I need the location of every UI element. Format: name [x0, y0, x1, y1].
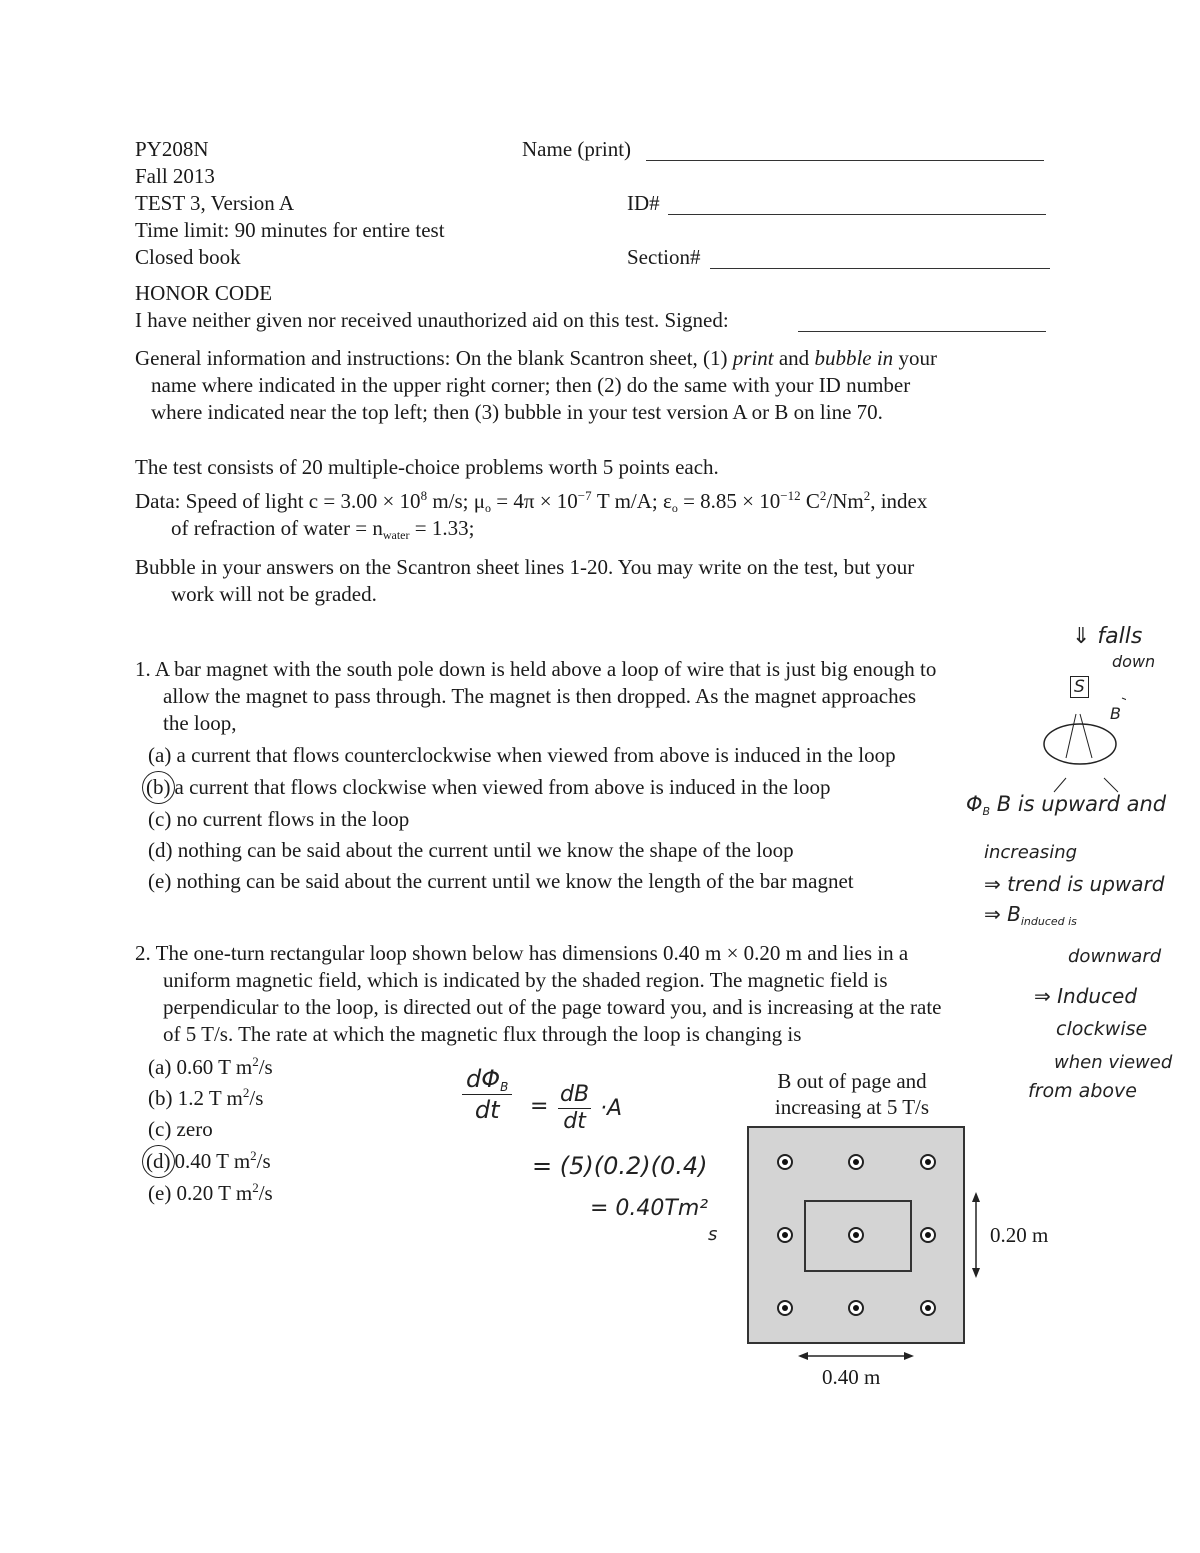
- q2-option-d[interactable]: (d) 0.40 T $m^2/s$: [148, 1145, 448, 1178]
- magnet-sketch-label: S: [1070, 676, 1089, 698]
- handwriting-when-viewed: when viewed: [1054, 1052, 1173, 1073]
- field-out-of-page-icon: [848, 1300, 864, 1316]
- magnetic-field-region: [747, 1126, 965, 1344]
- handwriting-from-above: from above: [1028, 1080, 1137, 1102]
- id-label: ID#: [627, 191, 660, 215]
- calc-times-area: ·A: [600, 1096, 623, 1121]
- q2-option-c[interactable]: (c) zero: [148, 1117, 213, 1141]
- handwriting-trend-upward: ⇒ trend is upward: [984, 872, 1165, 896]
- field-out-of-page-icon: [848, 1154, 864, 1170]
- handwriting-clockwise: clockwise: [1056, 1018, 1148, 1040]
- magnet-loop-sketch-icon: [1036, 686, 1126, 796]
- handwriting-down: down: [1112, 652, 1156, 671]
- q2-option-e[interactable]: (e) 0.20 T $m^2/s$: [148, 1180, 273, 1205]
- q2-option-b[interactable]: (b) 1.2 T $m^2/s$: [148, 1085, 264, 1110]
- field-out-of-page-icon: [777, 1300, 793, 1316]
- handwriting-induced: ⇒ Induced: [1034, 984, 1138, 1008]
- width-dimension-arrow-icon: [796, 1348, 916, 1364]
- q1-stem: 1. A bar magnet with the south pole down is held above a loop of wire that is just big enough to allow the magnet to pass through. The magnet is then dropped. As the magnet approaches the loop,: [135, 657, 937, 735]
- calc-equals: =: [530, 1094, 549, 1119]
- section-label: Section#: [627, 245, 701, 269]
- course-code: PY208N: [135, 137, 209, 161]
- bubble-instructions: Bubble in your answers on the Scantron sheet lines 1-20. You may write on the test, but your work will not be graded.: [135, 555, 915, 606]
- field-out-of-page-icon: [848, 1227, 864, 1243]
- field-out-of-page-icon: [920, 1154, 936, 1170]
- signature-field[interactable]: [798, 331, 1046, 332]
- closed-book: Closed book: [135, 245, 241, 269]
- name-label: Name (print): [522, 137, 632, 161]
- name-field[interactable]: [646, 160, 1044, 161]
- calc-result-per-second: s: [708, 1224, 718, 1245]
- q1-option-d[interactable]: (d) nothing can be said about the current until we know the shape of the loop: [148, 838, 794, 862]
- honor-code-title: HONOR CODE: [135, 281, 273, 305]
- data-constants: Data: Speed of light $c = 3.00 \times 10^8$ m/s; $\mu_o = 4\pi \times 10^{-7}$ T m/A; $\varepsilon_o = 8.85 \times 10^{-12}$ $C^2/Nm^2$, index of refraction of water = $n_{water} = 1.33$;: [135, 488, 928, 542]
- time-limit: Time limit: 90 minutes for entire test: [135, 218, 445, 242]
- handwriting-flux-upward: $\Phi_B$ B is upward and: [966, 792, 1167, 818]
- calc-result: = 0.40Tm²: [590, 1196, 709, 1221]
- q2-stem: 2. The one-turn rectangular loop shown below has dimensions 0.40 m × 0.20 m and lies in a uniform magnetic field, which is indicated by the shaded region. The magnetic field is perpendicular to the loop, is directed out of the page toward you, and is increasing at the rate of 5 T/s. The rate at which the magnetic flux through the loop is changing is: [135, 941, 942, 1046]
- q1-options: [148, 740, 1008, 897]
- figure-caption: B out of page and increasing at 5 T/s: [774, 1069, 930, 1119]
- handwriting-b-vector: B: [1110, 704, 1121, 723]
- handwriting-falls: ⇓ falls: [1072, 624, 1143, 649]
- calc-dphi-dt: $d\Phi_B$ dt: [462, 1064, 512, 1125]
- field-out-of-page-icon: [777, 1154, 793, 1170]
- selected-answer-circle: (d): [142, 1145, 175, 1178]
- width-dimension-label: 0.40 m: [822, 1365, 881, 1389]
- q1-option-e[interactable]: (e) nothing can be said about the current until we know the length of the bar magnet: [148, 869, 854, 893]
- field-out-of-page-icon: [777, 1227, 793, 1243]
- field-out-of-page-icon: [920, 1227, 936, 1243]
- instructions-block: General information and instructions: On the blank Scantron sheet, (1) print and bubble in your name where indicated in the upper right corner; then (2) do the same with your ID number where indicated near the top left; then (3) bubble in your test version A or B on line 70.: [135, 346, 937, 424]
- calc-substitution: = (5)(0.2)(0.4): [532, 1152, 708, 1180]
- q2-option-a[interactable]: (a) 0.60 T $m^2/s$: [148, 1054, 273, 1079]
- calc-db-dt: dB dt: [560, 1082, 590, 1134]
- test-version: TEST 3, Version A: [135, 191, 295, 215]
- handwriting-b-induced: ⇒ $B_{induced is}$: [984, 902, 1077, 928]
- id-field[interactable]: [668, 214, 1046, 215]
- q1-option-b[interactable]: (b) a current that flows clockwise when viewed from above is induced in the loop: [148, 771, 1008, 804]
- selected-answer-circle: (b): [142, 771, 175, 804]
- height-dimension-label: 0.20 m: [990, 1223, 1049, 1247]
- field-out-of-page-icon: [920, 1300, 936, 1316]
- honor-code-text: I have neither given nor received unauthorized aid on this test. Signed:: [135, 308, 729, 332]
- test-consists: The test consists of 20 multiple-choice problems worth 5 points each.: [135, 455, 719, 479]
- q2-options: [148, 1052, 448, 1209]
- q1-option-c[interactable]: (c) no current flows in the loop: [148, 807, 410, 831]
- term: Fall 2013: [135, 164, 215, 188]
- handwriting-downward: downward: [1068, 946, 1162, 967]
- section-field[interactable]: [710, 268, 1050, 269]
- handwriting-increasing: increasing: [984, 842, 1078, 863]
- q1-option-a[interactable]: (a) a current that flows counterclockwise when viewed from above is induced in the loop: [148, 743, 896, 767]
